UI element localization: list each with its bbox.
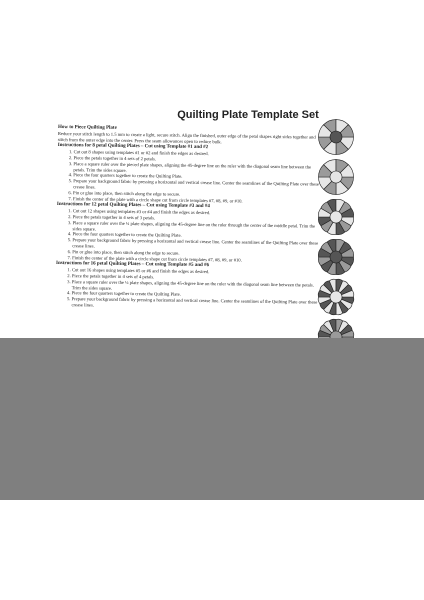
plate-16-petal-image <box>315 276 357 318</box>
step: 3. Place a square ruler over the ¼ plate shapes, aligning the 45-degree line on the ruler through the center of the middle petal. Trim the sides square. <box>72 220 318 235</box>
plate-center-circle <box>330 171 342 183</box>
instructions-body <box>55 124 320 311</box>
step: 3. Place a square ruler over the ¼ plate shapes, aligning the 45-degree line on the ruler with the diagonal seam line between the petals. Trim the sides square. <box>72 279 318 294</box>
step: 6. Pin or glue into place, then stitch along the edge to secure. <box>73 190 319 199</box>
intro-heading: How to Piece Quilting Plate <box>57 124 117 131</box>
step: 1. Cut out 8 shapes using templates #1 or #2 and finish the edges as desired. <box>74 149 320 158</box>
step: 4. Piece the four quarters together to create the Quilting Plate. <box>72 291 318 300</box>
step: 5. Prepare your background fabric by pressing a horizontal and vertical crease line. Center the seamlines of the Quilting Plate over these crease lines. <box>73 178 319 193</box>
steps-8-petal <box>57 149 320 205</box>
document-title: Quilting Plate Template Set <box>177 109 319 121</box>
plate-center-circle <box>330 131 342 143</box>
step: 1. Cut out 16 shapes using templates #5 or #6 and finish the edges as desired. <box>72 267 318 276</box>
plate-8-petal-outline-image <box>315 116 357 158</box>
plate-center-circle <box>330 251 342 263</box>
steps-12-petal <box>56 208 319 264</box>
step: 5. Prepare your background fabric by pressing a horizontal and vertical crease line. Center the seamlines of the Quilting Plate over these crease lines. <box>72 237 318 252</box>
step: 1. Cut out 12 shapes using templates #3 or #4 and finish the edges as desired. <box>73 208 319 217</box>
step: 7. Finish the center of the plate with a circle shape cut from circle templates #7, #8, #9, or #10. <box>73 196 319 205</box>
plate-8-petal-gray-image <box>315 156 357 198</box>
step: 2. Piece the petals together in 4 sets of 3 petals. <box>73 214 319 223</box>
section-heading-16-petal: Instructions for 16 petal Quilting Plates – Cut using Template #5 and #6 <box>56 261 210 269</box>
steps-16-petal <box>55 267 318 311</box>
step: 6. Pin or glue into place, then stitch along the edge to secure. <box>72 249 318 258</box>
step: 4. Piece the four quarters together to create the Quilting Plate. <box>72 232 318 241</box>
template-document <box>40 100 420 350</box>
plate-center-circle <box>330 211 342 223</box>
step: 5. Prepare your background fabric by pressing a horizontal and vertical crease line. Center the seamlines of the Quilting Plate over these crease lines. <box>71 296 317 311</box>
step: 2. Piece the petals together in 4 sets of 4 petals. <box>72 273 318 282</box>
gray-overlay-band <box>0 338 424 500</box>
step: 7. Finish the center of the plate with a circle shape cut from circle templates #7, #8, #9, or #10. <box>72 255 318 264</box>
plate-illustrations <box>310 110 370 350</box>
section-heading-12-petal: Instructions for 12 petal Quilting Plates – Cut using Template #3 and #4 <box>56 202 210 210</box>
plate-center-circle <box>330 291 342 303</box>
plate-12-petal-image <box>315 196 357 238</box>
step: 2. Piece the petals together in 4 sets of 2 petals. <box>73 155 319 164</box>
intro-text: Reduce your stitch length to 1.5 mm to create a light, secure stitch. Align the finished, outer edge of the petal shapes right sides together and stitch from the outer edge into the center. Press the seam allowances open to reduce bulk. <box>57 130 316 144</box>
section-heading-8-petal: Instructions for 8 petal Quilting Plates – Cut using Template #1 and #2 <box>57 143 209 151</box>
step: 3. Place a square ruler over the pieced plate shapes, aligning the 45-degree line on the ruler with the diagonal seam line between the petals. Trim the sides square. <box>73 161 319 176</box>
step: 4. Piece the four quarters together to create the Quilting Plate. <box>73 173 319 182</box>
plate-12-petal-dark-image <box>315 236 357 278</box>
